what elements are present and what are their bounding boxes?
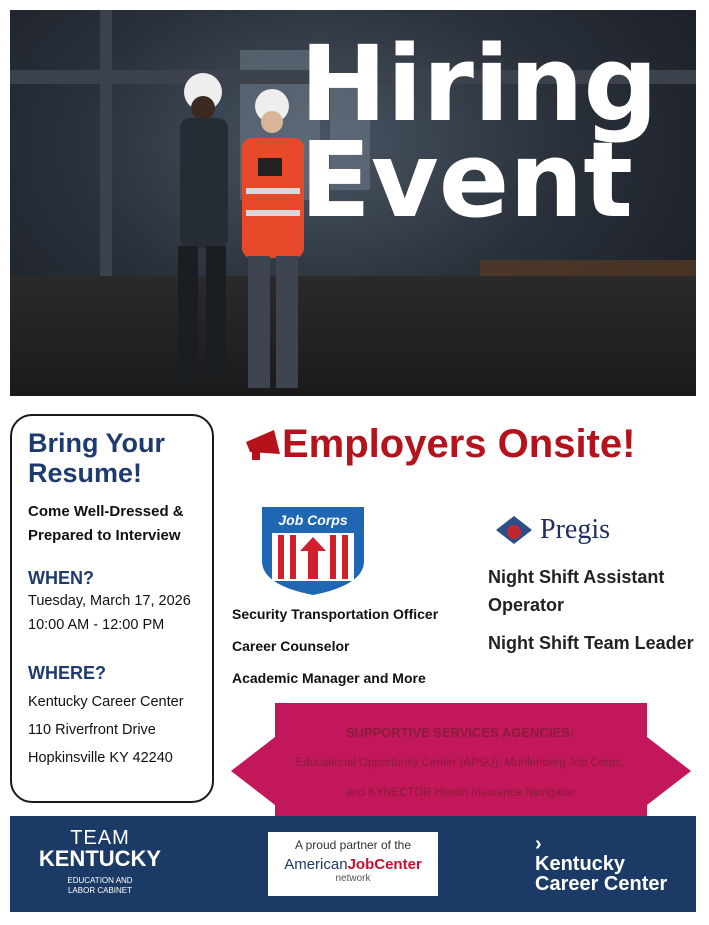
ajc-job-center: JobCenter [347,856,422,873]
job-item: Night Shift Team Leader [488,633,694,653]
address-city: Hopkinsville KY 42240 [28,750,173,766]
pregis-diamond-icon [496,516,532,544]
prep-line-1: Come Well-Dressed & [28,503,184,520]
ajc-partner-text: A proud partner of the [294,838,412,852]
address-venue: Kentucky Career Center [28,694,184,710]
when-label: WHEN? [28,568,94,588]
job-item: Academic Manager and More [232,670,426,686]
kentucky-career-center-logo [535,834,667,894]
kcc-line-2: Career Center [535,873,668,895]
pregis-logo [496,514,610,546]
team-text: TEAM [70,827,130,849]
megaphone-icon [244,428,282,462]
jobcorps-jobs [232,598,438,694]
job-item: Career Counselor [232,638,350,654]
supportive-line-1: Educational Opportunity Center (APSU), Muhlenberg Job Corps, [295,757,625,769]
dress-instructions [28,500,212,548]
bring-resume-heading: Bring Your Resume! [28,428,166,488]
hero-title [299,23,658,241]
supportive-services-text [258,718,662,808]
pregis-logo-text: Pregis [540,514,610,545]
cabinet-line-1: EDUCATION AND [67,876,133,885]
footer-banner [10,816,696,912]
american-job-center-logo [268,832,438,896]
info-card [10,414,214,803]
prep-line-2: Prepared to Interview [28,527,181,544]
job-item: Security Transportation Officer [232,606,439,622]
hero-image [10,10,696,396]
supportive-line-2: and KYNECTOR Health Insurance Navigator [345,787,575,799]
employers-heading-text: Employers Onsite! [282,422,636,466]
team-kentucky-logo [30,828,170,896]
jobcorps-logo-text: Job Corps [278,512,348,528]
employers-heading [244,422,635,467]
pregis-jobs [488,563,694,657]
kcc-line-1: Kentucky [535,853,626,875]
ajc-network-text: network [335,873,371,884]
event-date: Tuesday, March 17, 2026 [28,593,191,609]
chevron-right-icon: › [535,833,542,855]
kentucky-text: KENTUCKY [38,846,162,871]
hero-title-line2: Event [299,119,634,241]
where-label: WHERE? [28,663,106,683]
event-time: 10:00 AM - 12:00 PM [28,617,165,633]
job-item: Night Shift Assistant [488,567,665,587]
supportive-title: SUPPORTIVE SERVICES AGENCIES: [345,725,575,740]
hero-title-line1: Hiring [299,23,658,145]
jobcorps-logo [258,505,368,602]
cabinet-line-2: LABOR CABINET [67,886,132,895]
ajc-name [268,856,438,873]
ajc-american: American [284,856,348,873]
job-item: Operator [488,595,565,615]
address-street: 110 Riverfront Drive [28,722,156,738]
